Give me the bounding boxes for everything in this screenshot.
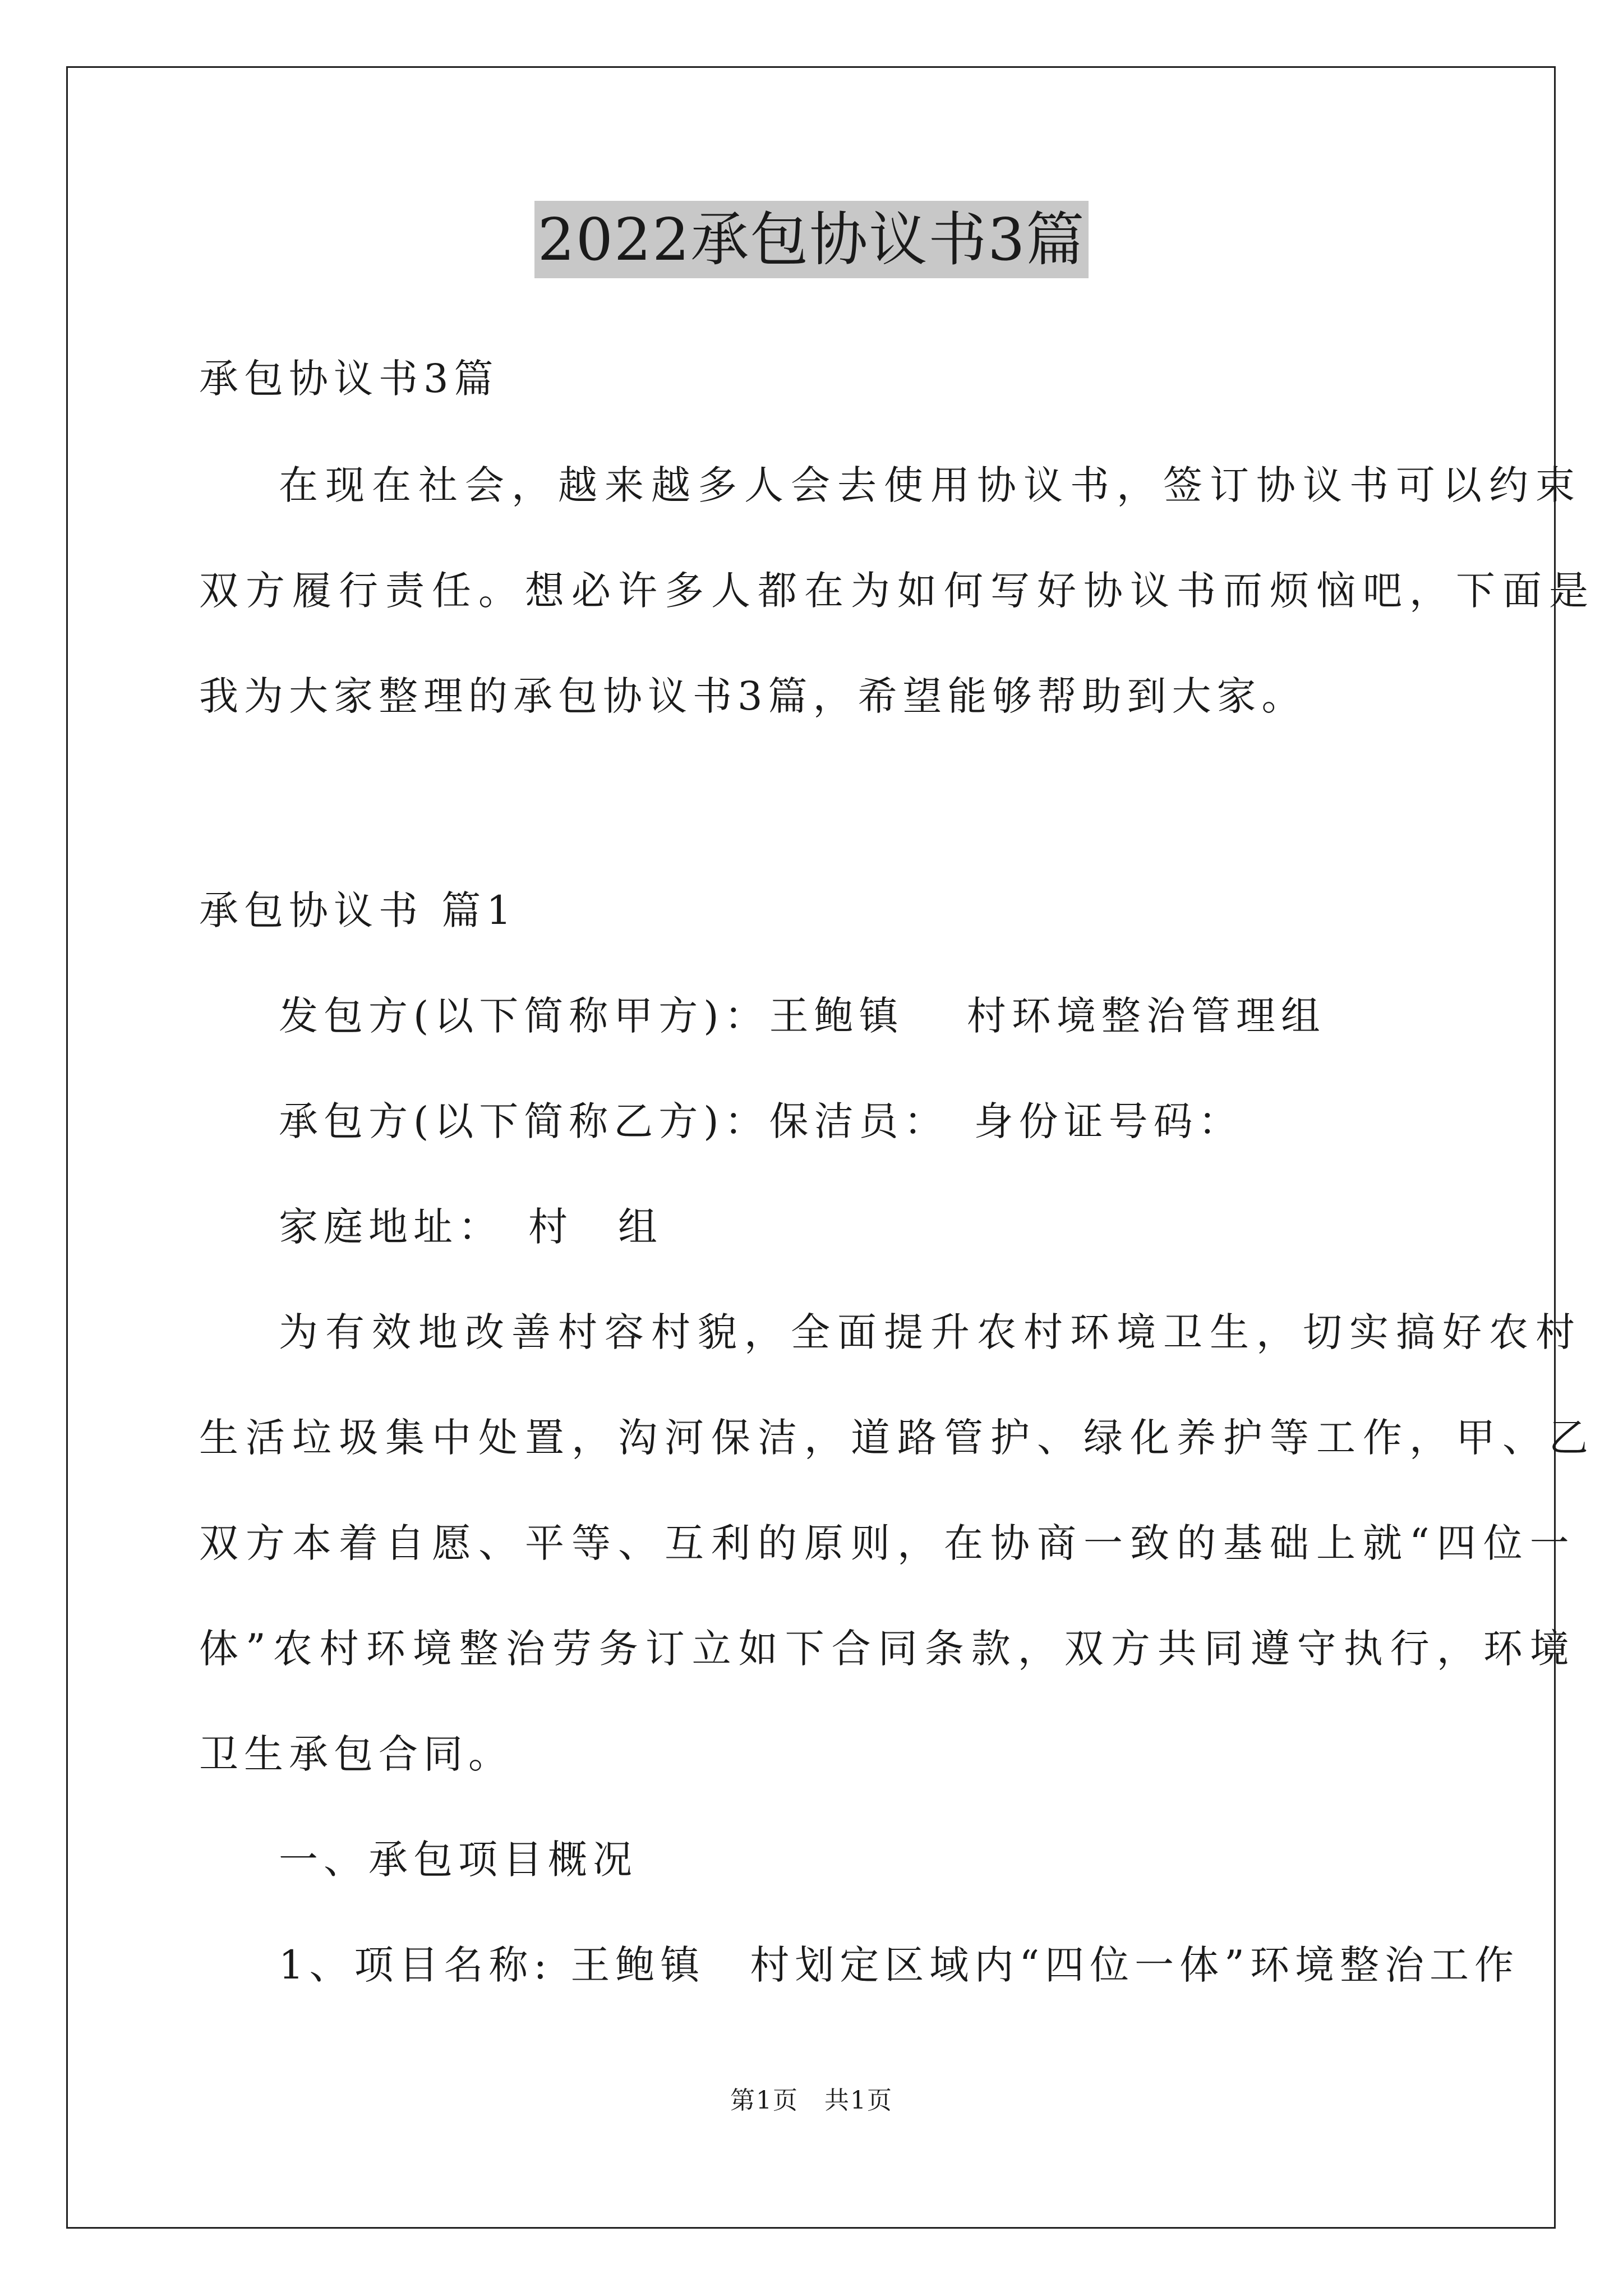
- party-b-line: 承包方(以下简称乙方)：保洁员： 身份证号码：: [279, 1098, 1243, 1144]
- address-line: 家庭地址： 村 组: [279, 1204, 663, 1250]
- item-heading: 一、承包项目概况: [279, 1837, 638, 1883]
- body-line-4: 体”农村环境整治劳务订立如下合同条款，双方共同遵守执行，环境: [199, 1626, 1576, 1672]
- intro-line-2: 双方履行责任。想必许多人都在为如何写好协议书而烦恼吧，下面是: [199, 568, 1596, 614]
- page-footer: 第1页 共1页: [730, 2086, 893, 2115]
- intro-line-3: 我为大家整理的承包协议书3篇，希望能够帮助到大家。: [199, 673, 1307, 719]
- document-subtitle: 承包协议书3篇: [199, 356, 499, 402]
- body-line-5: 卫生承包合同。: [199, 1731, 513, 1777]
- body-line-3: 双方本着自愿、平等、互利的原则，在协商一致的基础上就“四位一: [199, 1520, 1576, 1566]
- body-line-1: 为有效地改善村容村貌，全面提升农村环境卫生，切实搞好农村: [279, 1309, 1582, 1355]
- body-line-2: 生活垃圾集中处置，沟河保洁，道路管护、绿化养护等工作，甲、乙: [199, 1415, 1596, 1461]
- section-heading: 承包协议书 篇1: [199, 887, 517, 933]
- party-a-line: 发包方(以下简称甲方)：王鲍镇 村环境整治管理组: [279, 993, 1326, 1039]
- item-1-line: 1、项目名称: 王鲍镇 村划定区域内“四位一体”环境整治工作: [279, 1942, 1519, 1988]
- document-title: 2022承包协议书3篇: [534, 201, 1089, 278]
- title-container: [0, 201, 1623, 278]
- intro-line-1: 在现在社会，越来越多人会去使用协议书，签订协议书可以约束: [279, 462, 1582, 508]
